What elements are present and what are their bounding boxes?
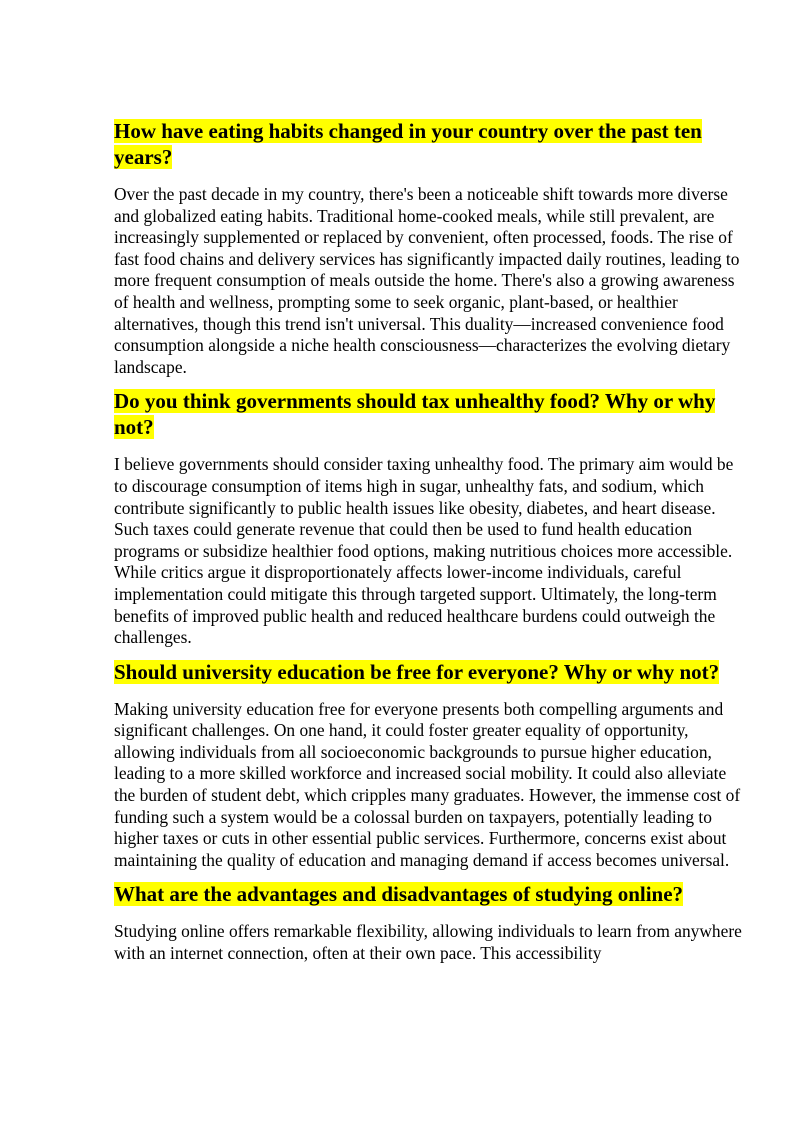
section-tax-unhealthy-food <box>114 388 746 648</box>
question-heading <box>114 388 746 440</box>
answer-paragraph: Studying online offers remarkable flexibility, allowing individuals to learn from anywhere with an internet connection, often at their own pace. This accessibility <box>114 921 742 964</box>
question-heading <box>114 659 746 685</box>
question-heading <box>114 881 746 907</box>
section-eating-habits <box>114 118 746 378</box>
question-highlight: How have eating habits changed in your country over the past ten years? <box>114 119 702 169</box>
question-highlight: Should university education be free for everyone? Why or why not? <box>114 659 720 684</box>
section-studying-online <box>114 881 746 964</box>
question-highlight: What are the advantages and disadvantages of studying online? <box>114 882 684 907</box>
answer-paragraph: I believe governments should consider taxing unhealthy food. The primary aim would be to discourage consumption of items high in sugar, unhealthy fats, and sodium, which contribute significantly to public health issues like obesity, diabetes, and heart disease. Such taxes could generate revenue that could then be used to fund health education programs or subsidize healthier food options, making nutritious choices more accessible. While critics argue it disproportionately affects lower-income individuals, careful implementation could mitigate this through targeted support. Ultimately, the long-term benefits of improved public health and reduced healthcare burdens could outweigh the challenges. <box>114 454 734 648</box>
answer-paragraph: Making university education free for everyone presents both compelling arguments and significant challenges. On one hand, it could foster greater equality of opportunity, allowing individuals from all socioeconomic backgrounds to pursue higher education, leading to a more skilled workforce and increased social mobility. It could also alleviate the burden of student debt, which cripples many graduates. However, the immense cost of funding such a system would be a colossal burden on taxpayers, potentially leading to higher taxes or cuts in other essential public services. Furthermore, concerns exist about maintaining the quality of education and managing demand if access becomes universal. <box>114 698 741 870</box>
document-page <box>114 118 746 975</box>
question-highlight: Do you think governments should tax unhealthy food? Why or why not? <box>114 389 716 440</box>
answer-paragraph: Over the past decade in my country, there's been a noticeable shift towards more diverse and globalized eating habits. Traditional home-cooked meals, while still prevalent, are increasingly supplemented or replaced by convenient, often processed, foods. The rise of fast food chains and delivery services has significantly impacted daily routines, leading to more frequent consumption of meals outside the home. There's also a growing awareness of health and wellness, prompting some to seek organic, plant-based, or healthier alternatives, though this trend isn't universal. This duality—increased convenience food consumption alongside a niche health consciousness—characterizes the evolving dietary landscape. <box>114 184 740 377</box>
question-heading <box>114 118 746 170</box>
section-free-university <box>114 659 746 872</box>
